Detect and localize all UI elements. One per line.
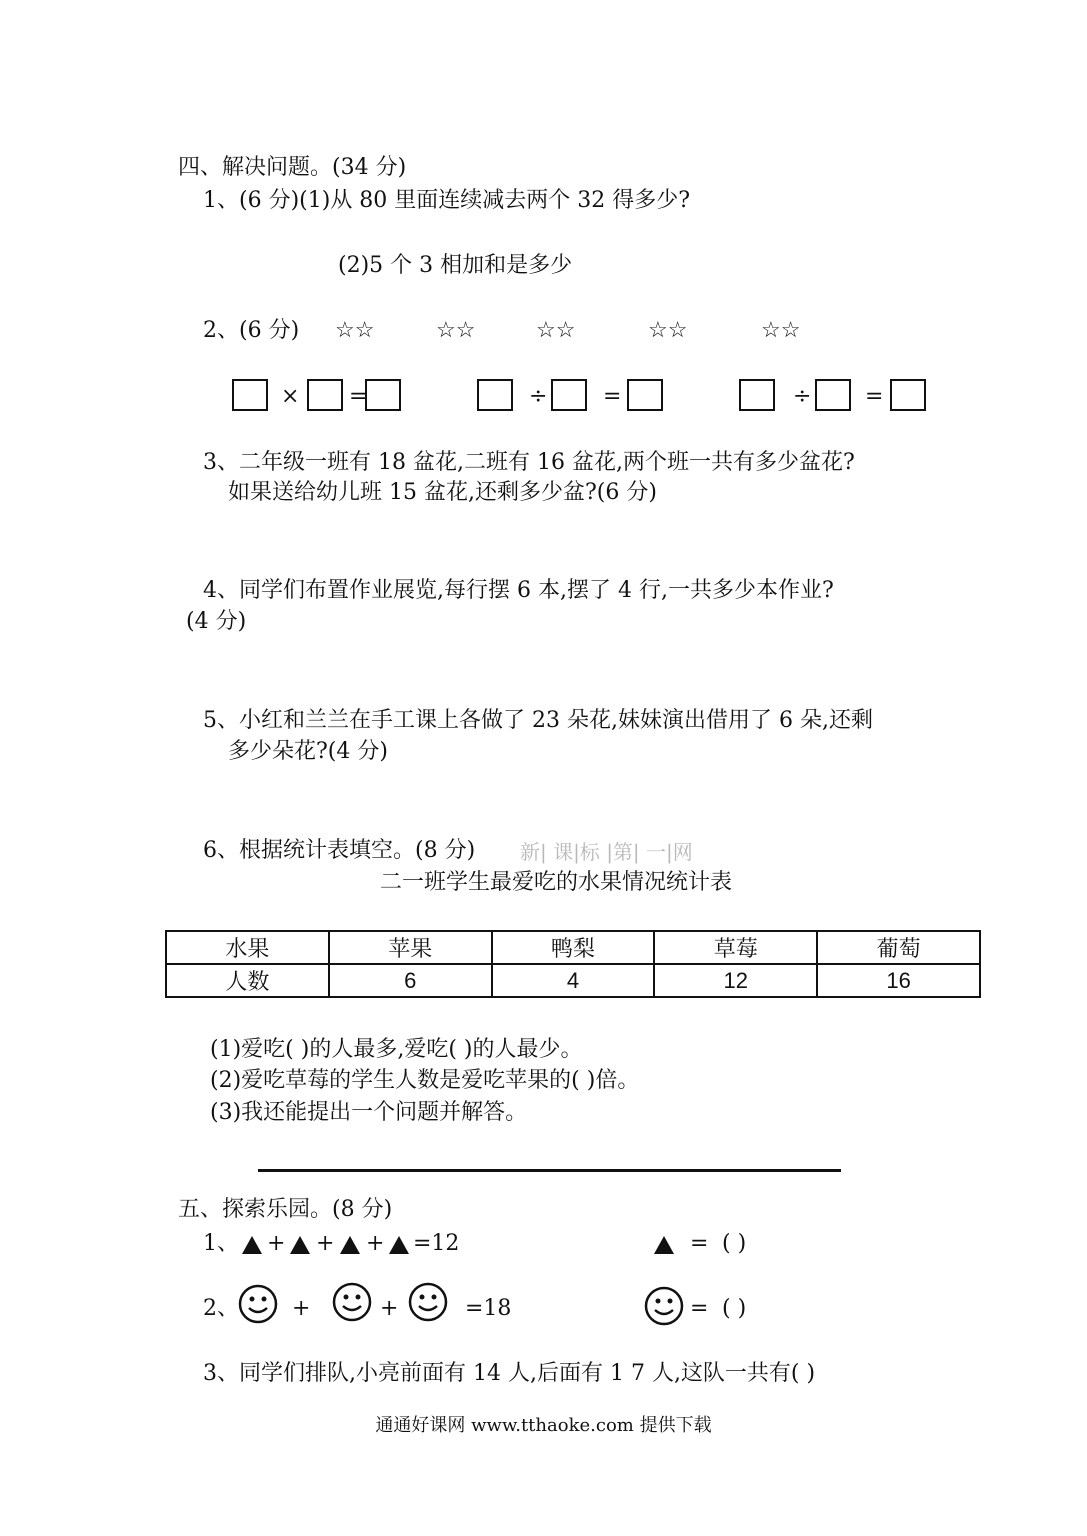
table-cell: 12 [654, 964, 817, 997]
answer-box[interactable] [477, 379, 513, 411]
q6-sub1: (1)爱吃( )的人最多,爱吃( )的人最少。 [210, 1037, 583, 1062]
table-cell: 6 [329, 964, 492, 997]
filled-triangle-icon [242, 1236, 262, 1254]
s5-q2-answer-eq: = [690, 1296, 709, 1321]
q4-line1: 4、同学们布置作业展览,每行摆 6 本,摆了 4 行,一共多少本作业? [203, 578, 834, 603]
table-title: 二一班学生最爱吃的水果情况统计表 [380, 870, 733, 895]
table-row [166, 931, 980, 964]
filled-triangle-icon [654, 1236, 674, 1254]
q5-line2: 多少朵花?(4 分) [228, 739, 388, 764]
equals-sign: = [603, 384, 622, 409]
s5-q1-result: =12 [413, 1231, 460, 1256]
s5-q2-label: 2、 [203, 1296, 239, 1321]
star-outline-icon: ☆☆ [761, 318, 801, 343]
answer-box[interactable] [890, 379, 926, 411]
q6-line1: 6、根据统计表填空。(8 分) [203, 838, 476, 863]
q4-line2: (4 分) [186, 609, 247, 634]
s5-q2-blank[interactable]: ( ) [722, 1296, 747, 1321]
plus-sign: + [380, 1296, 399, 1321]
table-header-cell: 水果 [166, 931, 329, 964]
filled-triangle-icon [340, 1236, 360, 1254]
answer-box[interactable] [739, 379, 775, 411]
section-divider [258, 1169, 841, 1172]
s5-q3-text: 3、同学们排队,小亮前面有 14 人,后面有 1 7 人,这队一共有( ) [203, 1361, 816, 1386]
q5-line1: 5、小红和兰兰在手工课上各做了 23 朵花,妹妹演出借用了 6 朵,还剩 [203, 708, 873, 733]
q3-line1: 3、二年级一班有 18 盆花,二班有 16 盆花,两个班一共有多少盆花? [203, 450, 855, 475]
s5-q1-blank[interactable]: ( ) [722, 1231, 747, 1256]
answer-box[interactable] [815, 379, 851, 411]
q1-line2: (2)5 个 3 相加和是多少 [338, 253, 573, 278]
filled-triangle-icon [389, 1236, 409, 1254]
smiley-face-icon [238, 1284, 278, 1324]
answer-box[interactable] [365, 379, 401, 411]
table-cell: 人数 [166, 964, 329, 997]
plus-sign: + [316, 1231, 335, 1256]
fruit-stats-table [165, 930, 981, 998]
table-header-cell: 葡萄 [817, 931, 980, 964]
table-row [166, 964, 980, 997]
plus-sign: + [292, 1296, 311, 1321]
table-cell: 4 [492, 964, 655, 997]
smiley-face-icon [332, 1282, 372, 1322]
q3-line2: 如果送给幼儿班 15 盆花,还剩多少盆?(6 分) [228, 480, 657, 505]
table-header-cell: 苹果 [329, 931, 492, 964]
answer-box[interactable] [232, 379, 268, 411]
star-outline-icon: ☆☆ [536, 318, 576, 343]
s5-q1-answer-eq: = [690, 1231, 709, 1256]
table-header-cell: 草莓 [654, 931, 817, 964]
s5-q2-result: =18 [465, 1296, 512, 1321]
answer-box[interactable] [551, 379, 587, 411]
q6-sub3: (3)我还能提出一个问题并解答。 [210, 1100, 528, 1125]
star-outline-icon: ☆☆ [648, 318, 688, 343]
star-outline-icon: ☆☆ [436, 318, 476, 343]
plus-sign: + [366, 1231, 385, 1256]
table-header-cell: 鸭梨 [492, 931, 655, 964]
smiley-face-icon [644, 1286, 684, 1326]
section-4-title: 四、解决问题。(34 分) [178, 155, 407, 180]
s5-q1-label: 1、 [203, 1231, 239, 1256]
equals-sign: = [349, 384, 368, 409]
q6-sub2: (2)爱吃草莓的学生人数是爱吃苹果的( )倍。 [210, 1068, 640, 1093]
q1-line1: 1、(6 分)(1)从 80 里面连续减去两个 32 得多少? [203, 188, 691, 213]
table-cell: 16 [817, 964, 980, 997]
q2-label: 2、(6 分) [203, 318, 300, 343]
footer-text: 通通好课网 www.tthaoke.com 提供下载 [375, 1415, 712, 1436]
smiley-face-icon [408, 1282, 448, 1322]
watermark-text: 新| 课|标 |第| 一|网 [520, 840, 693, 864]
plus-sign: + [267, 1231, 286, 1256]
filled-triangle-icon [290, 1236, 310, 1254]
divide-sign: ÷ [529, 384, 548, 409]
section-5-title: 五、探索乐园。(8 分) [178, 1197, 393, 1222]
multiply-sign: × [281, 384, 300, 409]
answer-box[interactable] [627, 379, 663, 411]
star-outline-icon: ☆☆ [335, 318, 375, 343]
equals-sign: = [865, 384, 884, 409]
divide-sign: ÷ [793, 384, 812, 409]
answer-box[interactable] [307, 379, 343, 411]
